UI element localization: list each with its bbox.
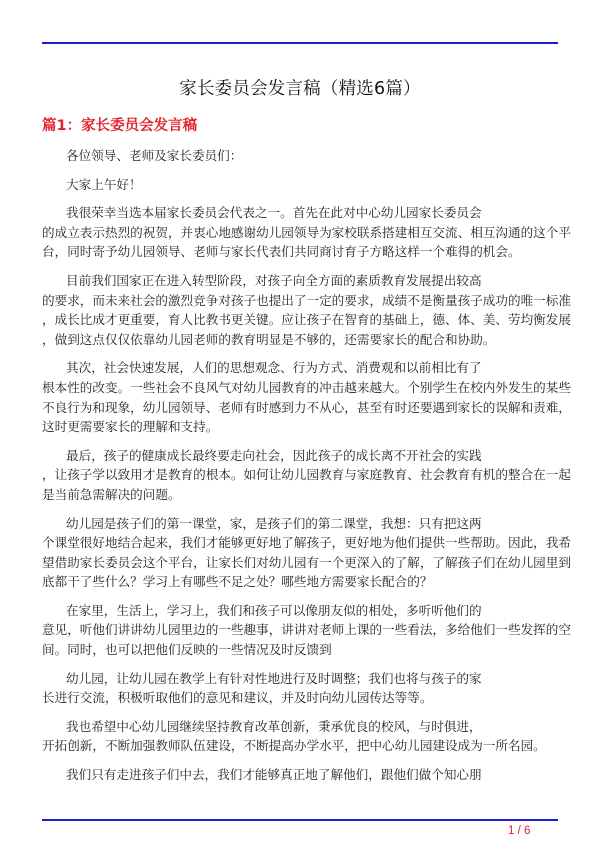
text-line: 个课堂很好地结合起来，我们才能够更好地了解孩子，更好地为他们提供一些帮助。因此，我希: [42, 535, 571, 551]
text-line: ，成长比成才更重要，育人比教书更关键。应让孩子在智育的基础上，德、体、美、劳均衡发展: [42, 312, 571, 328]
paragraph: [42, 358, 571, 436]
text-line: 幼儿园是孩子们的第一课堂，家，是孩子们的第二课堂，我想：只有把这两: [66, 515, 482, 531]
text-line: 最后，孩子的健康成长最终要走向社会，因此孩子的成长离不开社会的实践: [66, 447, 482, 463]
paragraph: [42, 717, 554, 756]
text-line: 大家上午好！: [66, 176, 142, 192]
text-line: 开拓创新，不断加强教师队伍建设，不断提高办学水平，把中心幼儿园建设成为一所名园。: [42, 738, 546, 754]
header-rule: [42, 42, 558, 44]
text-line: 望借助家长委员会这个平台，让家长们对幼儿园有一个更深入的了解，了解孩子们在幼儿园里到: [42, 554, 571, 570]
section-heading: 篇1：家长委员会发言稿: [42, 118, 198, 134]
text-line: ，让孩子学以致用才是教育的根本。如何让幼儿园教育与家庭教育、社会教育有机的整合在一起: [42, 467, 571, 483]
document-body: [42, 146, 571, 794]
text-line: 台，同时寄予幼儿园领导、老师与家长代表们共同商讨育子方略这样一个难得的机会。: [42, 244, 521, 260]
paragraph: [42, 446, 571, 505]
text-line: 这时更需要家长的理解和支持。: [42, 419, 219, 435]
footer-rule: [42, 819, 558, 821]
paragraph: [42, 271, 571, 349]
paragraph: [42, 601, 571, 660]
text-line: 在家里，生活上，学习上，我们和孩子可以像朋友似的相处，多听听他们的: [66, 602, 482, 618]
document-title: 家长委员会发言稿（精选6篇）: [179, 79, 421, 99]
text-line: 间。同时，也可以把他们反映的一些情况及时反馈到: [42, 642, 332, 658]
paragraph: [42, 203, 571, 262]
text-line: 意见，听他们讲讲幼儿园里边的一些趣事，讲讲对老师上课的一些看法，多给他们一些发挥的空: [42, 622, 571, 638]
text-line: 幼儿园，让幼儿园在教学上有针对性地进行及时调整；我们也将与孩子的家: [66, 670, 482, 686]
text-line: 各位领导、老师及家长委员们：: [66, 148, 243, 163]
text-line: 的成立表示热烈的祝贺，并衷心地感谢幼儿园领导为家校联系搭建相互交流、相互沟通的这个平: [42, 224, 571, 240]
paragraph: [42, 669, 554, 708]
text-line: 根本性的改变。一些社会不良风气对幼儿园教育的冲击越来越大。个别学生在校内外发生的某些: [42, 379, 571, 395]
text-line: 长进行交流，积极听取他们的意见和建议，并及时向幼儿园传达等等。: [42, 690, 433, 706]
text-line: 我很荣幸当选本届家长委员会代表之一。首先在此对中心幼儿园家长委员会: [66, 205, 482, 221]
paragraph-greeting: [42, 175, 554, 195]
text-line: 是当前急需解决的问题。: [42, 486, 181, 502]
text-line: 其次，社会快速发展，人们的思想观念、行为方式、消费观和以前相比有了: [66, 360, 482, 376]
text-line: 底都干了些什么？学习上有哪些不足之处？哪些地方需要家长配合的？: [42, 574, 433, 590]
text-line: ，做到这点仅仅依靠幼儿园老师的教育明显是不够的，还需要家长的配合和协助。: [42, 331, 496, 347]
page-number: 1 / 6: [508, 825, 531, 837]
paragraph: [42, 514, 571, 592]
text-line: 不良行为和现象，幼儿园领导、老师有时感到力不从心，甚至有时还要遇到家长的误解和责难，: [42, 399, 571, 415]
text-line: 的要求，而未来社会的激烈竞争对孩子也提出了一定的要求，成绩不是衡量孩子成功的唯一标准: [42, 292, 571, 308]
paragraph: [42, 765, 554, 785]
text-line: 我也希望中心幼儿园继续坚持教育改革创新，秉承优良的校风，与时俱进，: [66, 718, 482, 734]
paragraph-salutation: [42, 146, 554, 166]
text-line: 我们只有走进孩子们中去，我们才能够真正地了解他们，跟他们做个知心朋: [66, 767, 482, 783]
text-line: 目前我们国家正在进入转型阶段，对孩子向全方面的素质教育发展提出较高: [66, 272, 482, 288]
